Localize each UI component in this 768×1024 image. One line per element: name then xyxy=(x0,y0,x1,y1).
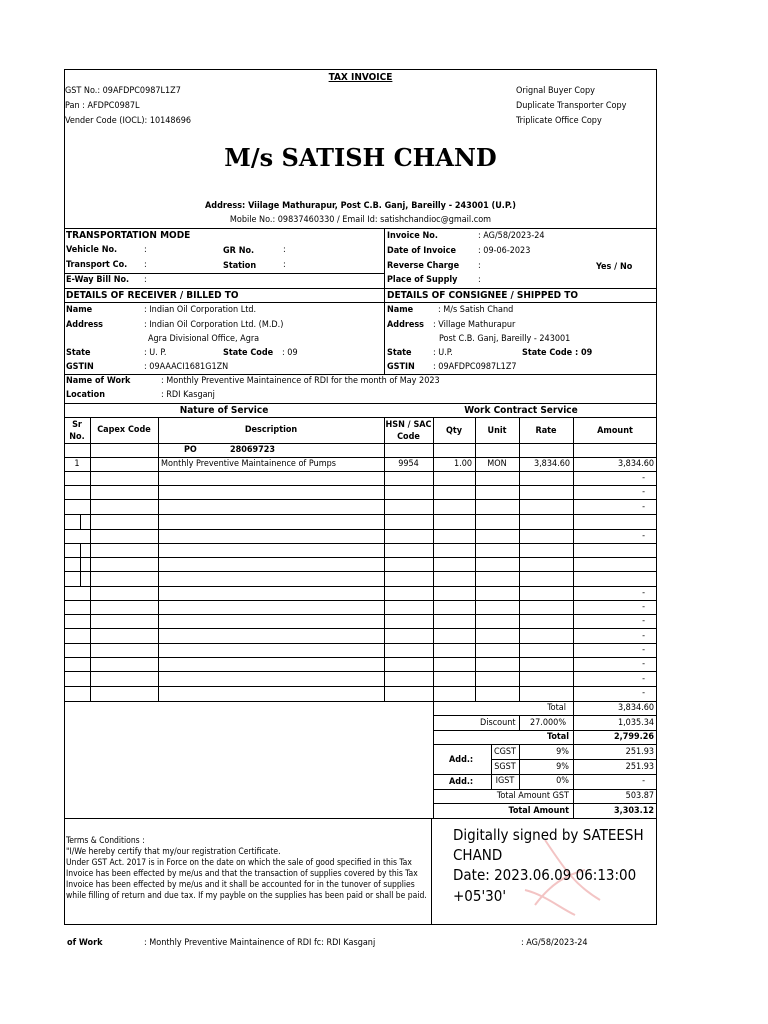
receiver-state: : U. P. xyxy=(144,348,167,358)
po-label: PO xyxy=(184,445,197,455)
igst-value: - xyxy=(642,776,645,786)
receiver-state-code: : 09 xyxy=(282,348,298,358)
transport-co-label: Transport Co. xyxy=(66,260,128,270)
discount-value: 1,035.34 xyxy=(617,718,654,728)
amount-dash: - xyxy=(642,473,645,483)
col-divider xyxy=(90,417,91,702)
place-of-supply-label: Place of Supply xyxy=(387,275,458,285)
pan-number: Pan : AFDPC0987L xyxy=(65,101,140,111)
subtotal-label: Total xyxy=(547,703,566,713)
row-line xyxy=(433,789,657,790)
discount-percent: 27.000% xyxy=(530,718,567,728)
row-line xyxy=(64,671,657,672)
terms-line: Under GST Act. 2017 is in Force on the date on which the sale of good specified in this Tax xyxy=(66,858,412,868)
eway-label: E-Way Bill No. xyxy=(66,275,130,285)
transport-colon: : xyxy=(144,260,147,270)
divider xyxy=(64,818,657,819)
row-line xyxy=(64,586,657,587)
receiver-gstin: : 09AAACI1681G1ZN xyxy=(144,362,229,372)
receiver-name: : Indian Oil Corporation Ltd. xyxy=(144,305,257,315)
amount-dash: - xyxy=(642,531,645,541)
receiver-address-label: Address xyxy=(66,320,103,330)
row-line xyxy=(433,803,657,804)
discount-label: Discount xyxy=(480,718,516,728)
consignee-name-label: Name xyxy=(387,305,414,315)
nature-of-service: Nature of Service xyxy=(179,405,269,416)
row-line xyxy=(433,715,657,716)
amount-dash: - xyxy=(642,602,645,612)
col-capex: Capex Code xyxy=(97,425,151,435)
row-line xyxy=(64,485,657,486)
terms-line: Invoice has been effected by me/us and that the transaction of supplies covered by this Tax xyxy=(66,869,418,879)
amount-dash: - xyxy=(642,631,645,641)
invoice-no-label: Invoice No. xyxy=(387,231,438,241)
firm-contact: Mobile No.: 09837460330 / Email Id: satishchandioc@gmail.com xyxy=(229,215,492,225)
row-line xyxy=(64,499,657,500)
row1-qty: 1.00 xyxy=(453,459,472,469)
terms-line: Invoice has been effected by me/us and it shall be accounted for in the tunover of supplies xyxy=(66,880,415,890)
consignee-state: : U.P. xyxy=(433,348,453,358)
invoice-date-label: Date of Invoice xyxy=(387,246,456,256)
col-rate: Rate xyxy=(535,426,557,436)
location-value: : RDI Kasganj xyxy=(161,390,215,400)
footer-text: : Monthly Preventive Maintainence of RDI fc: RDI Kasganj xyxy=(144,938,376,948)
eway-colon: : xyxy=(144,275,147,285)
amount-dash: - xyxy=(642,487,645,497)
vehicle-colon: : xyxy=(144,245,147,255)
consignee-gstin-label: GSTIN xyxy=(387,362,415,372)
receiver-address-2: Agra Divisional Office, Agra xyxy=(148,334,260,344)
transport-heading: TRANSPORTATION MODE xyxy=(66,230,191,241)
col-description: Description xyxy=(244,425,298,435)
add-label: Add.: xyxy=(449,755,474,765)
consignee-heading: DETAILS OF CONSIGNEE / SHIPPED TO xyxy=(387,290,578,301)
receiver-name-label: Name xyxy=(66,305,93,315)
consignee-address-label: Address xyxy=(387,320,424,330)
amount-dash: - xyxy=(642,588,645,598)
col-unit: Unit xyxy=(487,426,507,436)
divider xyxy=(64,374,657,375)
row-line xyxy=(64,514,657,515)
gst-number: GST No.: 09AFDPC0987L1Z7 xyxy=(65,86,181,96)
place-of-supply-value: : xyxy=(478,275,481,285)
work-contract-service: Work Contract Service xyxy=(464,405,578,416)
signature-line-1: Digitally signed by SATEESH xyxy=(453,826,644,844)
station-colon: : xyxy=(283,260,286,270)
row1-sr: 1 xyxy=(74,459,80,469)
receiver-address-1: : Indian Oil Corporation Ltd. (M.D.) xyxy=(144,320,284,330)
signature-line-2: CHAND xyxy=(453,846,503,864)
divider xyxy=(64,288,657,289)
col-divider xyxy=(80,543,81,586)
work-name: : Monthly Preventive Maintainence of RDI for the month of May 2023 xyxy=(161,376,440,386)
row1-rate: 3,834.60 xyxy=(533,459,570,469)
receiver-gstin-label: GSTIN xyxy=(66,362,94,372)
grand-total-value: 3,303.12 xyxy=(614,806,654,816)
row-line xyxy=(64,471,657,472)
col-divider xyxy=(519,715,520,730)
consignee-name: : M/s Satish Chand xyxy=(438,305,514,315)
row-line xyxy=(433,730,657,731)
row-line xyxy=(64,643,657,644)
cgst-percent: 9% xyxy=(556,747,569,757)
invoice-date-value: : 09-06-2023 xyxy=(478,246,531,256)
row-line xyxy=(64,457,657,458)
terms-line: while filling of return and due tax. If my payble on the supplies has been paid or shall be paid. xyxy=(66,891,427,901)
divider xyxy=(64,417,657,418)
row-line xyxy=(491,759,657,760)
amount-dash: - xyxy=(642,674,645,684)
consignee-state-label: State xyxy=(387,348,412,358)
footer-label: of Work xyxy=(67,938,103,948)
reverse-charge-value: : xyxy=(478,261,481,271)
consignee-address-1: : Village Mathurapur xyxy=(433,320,516,330)
vendor-code: Vender Code (IOCL): 10148696 xyxy=(65,116,192,126)
divider xyxy=(64,228,657,229)
receiver-state-code-label: State Code xyxy=(223,348,274,358)
row-line xyxy=(64,614,657,615)
sgst-value: 251.93 xyxy=(625,762,654,772)
consignee-gstin: : 09AFDPC0987L1Z7 xyxy=(433,362,517,372)
vehicle-label: Vehicle No. xyxy=(66,245,118,255)
divider xyxy=(64,302,657,303)
net-total-label: Total xyxy=(547,732,569,742)
copy-triplicate: Triplicate Office Copy xyxy=(516,116,602,126)
receiver-state-label: State xyxy=(66,348,91,358)
cgst-value: 251.93 xyxy=(625,747,654,757)
divider xyxy=(384,228,385,288)
amount-dash: - xyxy=(642,616,645,626)
row1-amount: 3,834.60 xyxy=(617,459,654,469)
col-divider xyxy=(80,514,81,529)
terms-heading: Terms & Conditions : xyxy=(66,836,145,846)
col-sr: Sr No. xyxy=(69,420,85,442)
row-line xyxy=(64,571,657,572)
col-amount: Amount xyxy=(597,426,633,436)
po-number: 28069723 xyxy=(230,445,276,455)
consignee-state-code: State Code : 09 xyxy=(522,348,593,358)
igst-percent: 0% xyxy=(556,776,569,786)
col-divider xyxy=(158,417,159,702)
row-line xyxy=(64,657,657,658)
firm-name: M/s SATISH CHAND xyxy=(224,143,497,172)
reverse-charge-label: Reverse Charge xyxy=(387,261,460,271)
footer-invoice: : AG/58/2023-24 xyxy=(521,938,588,948)
yes-no: Yes / No xyxy=(596,262,633,272)
col-qty: Qty xyxy=(445,426,463,436)
location-label: Location xyxy=(66,390,105,400)
gst-total-label: Total Amount GST xyxy=(496,791,569,801)
station-label: Station xyxy=(223,261,257,271)
gr-label: GR No. xyxy=(223,246,255,256)
net-total-value: 2,799.26 xyxy=(614,732,654,742)
row-line xyxy=(64,600,657,601)
add-label-igst: Add.: xyxy=(449,777,474,787)
divider xyxy=(64,403,657,404)
invoice-title: TAX INVOICE xyxy=(328,72,393,83)
row-line xyxy=(64,543,657,544)
receiver-heading: DETAILS OF RECEIVER / BILLED TO xyxy=(66,290,239,301)
copy-duplicate: Duplicate Transporter Copy xyxy=(516,101,627,111)
divider xyxy=(64,273,384,274)
col-divider xyxy=(431,818,432,924)
grand-total-label: Total Amount xyxy=(508,806,569,816)
divider xyxy=(384,288,385,374)
subtotal-value: 3,834.60 xyxy=(617,703,654,713)
amount-dash: - xyxy=(642,659,645,669)
row-line xyxy=(433,744,657,745)
cgst-label: CGST xyxy=(493,747,517,757)
row1-description: Monthly Preventive Maintainence of Pumps xyxy=(161,459,336,469)
igst-label: IGST xyxy=(495,776,515,786)
copy-original: Orignal Buyer Copy xyxy=(516,86,595,96)
terms-line: "I/We hereby certify that my/our registration Certificate. xyxy=(66,847,281,857)
signature-line-3: Date: 2023.06.09 06:13:00 xyxy=(453,866,637,884)
row1-hsn: 9954 xyxy=(398,459,419,469)
sgst-percent: 9% xyxy=(556,762,569,772)
row-line xyxy=(64,529,657,530)
firm-address: Address: Viilage Mathurapur, Post C.B. Ganj, Bareilly - 243001 (U.P.) xyxy=(205,201,516,211)
invoice-no-value: : AG/58/2023-24 xyxy=(478,231,545,241)
work-name-label: Name of Work xyxy=(66,376,131,386)
consignee-address-2: Post C.B. Ganj, Bareilly - 243001 xyxy=(439,334,571,344)
col-hsn: HSN / SAC Code xyxy=(385,420,432,442)
row-line xyxy=(64,443,657,444)
amount-dash: - xyxy=(642,645,645,655)
gr-colon: : xyxy=(283,245,286,255)
row1-unit: MON xyxy=(487,459,507,469)
amount-dash: - xyxy=(642,688,645,698)
row-line xyxy=(64,686,657,687)
signature-line-4: +05'30' xyxy=(453,887,507,905)
amount-dash: - xyxy=(642,502,645,512)
row-line xyxy=(64,557,657,558)
row-line xyxy=(433,774,657,775)
row-line xyxy=(64,628,657,629)
divider xyxy=(64,701,657,702)
sgst-label: SGST xyxy=(494,762,516,772)
gst-total-value: 503.87 xyxy=(625,791,654,801)
